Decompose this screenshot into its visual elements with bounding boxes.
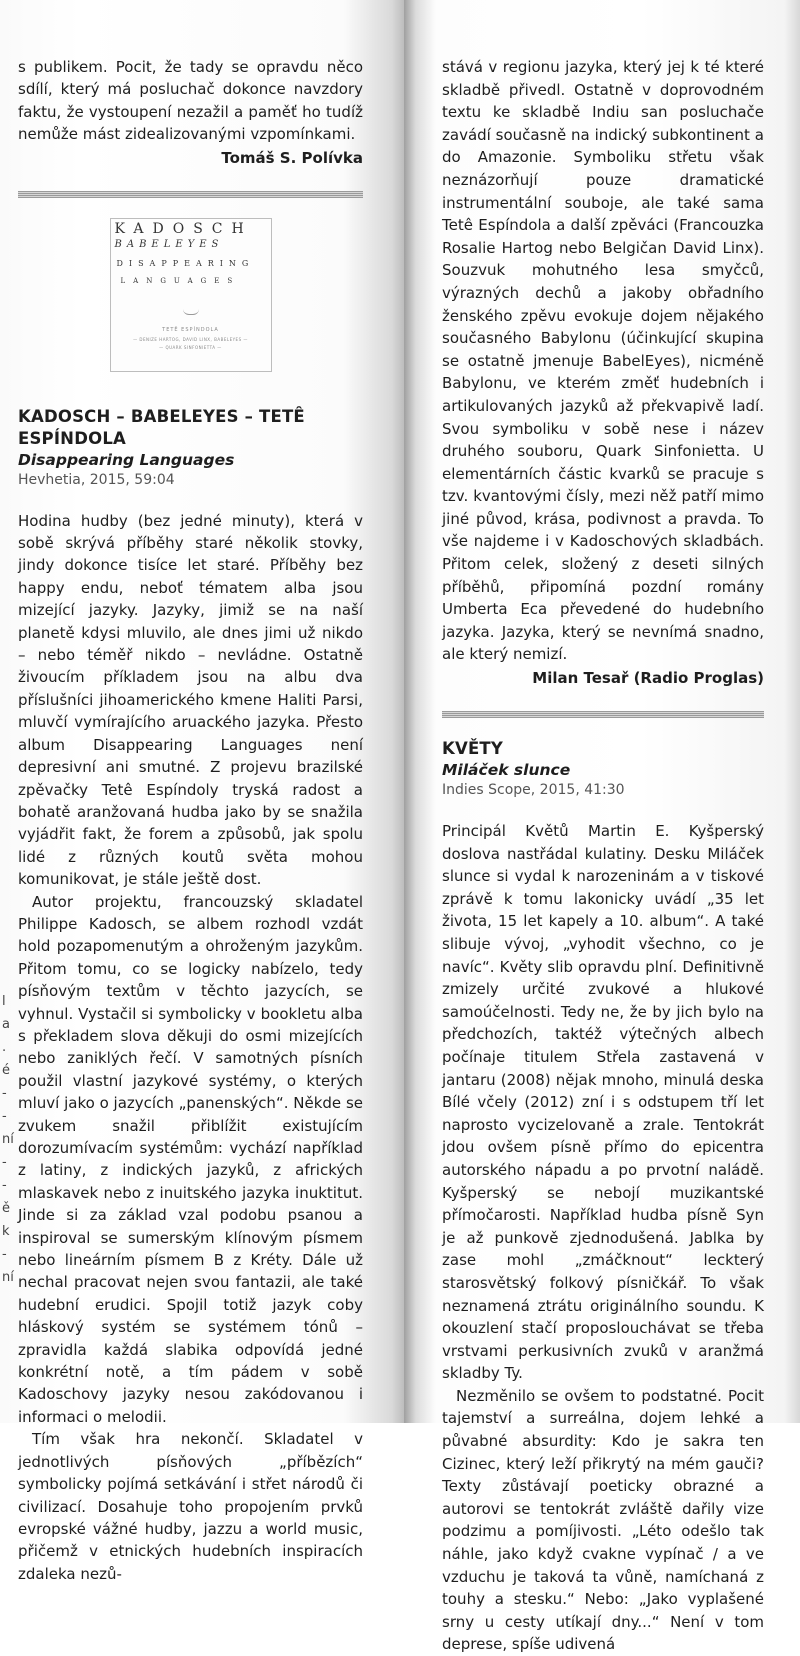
album-cover-image [110, 218, 272, 372]
cover-title-line: DISAPPEARING [116, 258, 255, 268]
review-label-info: Indies Scope, 2015, 41:30 [442, 782, 625, 799]
edge-fragment: ní [2, 1132, 14, 1147]
bird-icon [183, 309, 199, 315]
section-divider [442, 711, 764, 718]
edge-fragment: - [2, 1247, 7, 1262]
right-column [442, 56, 764, 1656]
review-paragraph: Autor projektu, francouzský skladatel Philippe Kadosch, se albem rozhodl vzdát hold pozapomenutým a ohroženým jazykům. Přitom tomu, co se logicky nabízelo, tedy písňovým textům v těchto jazycích, se vyhnul. Vystačil si symbolicky v bookletu alba s překladem slova děkuji do osmi mizejících nebo zaniklých řečí. V samotných písních použil vlastní jazykové systémy, o kterých mluví jako o jazycích „panenských“. Někde se zvukem snažil přiblížit existujícím dorozumívacím systémům: vychází například z latiny, z indických jazyků, z afrických mlaskavek nebo z inuitského jazyka inuktitut. Jinde si za základ vzal podobu psanou a inspiroval se sumerským klínovým písmem nebo lineárním písmem B z Kréty. Dále už nechal pracovat nejen svou fantazii, ale také hudební erudici. Spojil totiž jazyk coby hláskový systém se systémem tónů – zpravidla každá slabika odpovídá jedné konkrétní notě, a tím pádem v sobě Kadoschovy jazyky nesou zakódovanou i informaci o melodii. [18, 892, 363, 1426]
continuation-signature: Milan Tesař (Radio Proglas) [532, 669, 764, 688]
review-artist: KADOSCH – BABELEYES – TETÊ ESPÍNDOLA [18, 406, 305, 448]
review-paragraph: Hodina hudby (bez jedné minuty), která v sobě skrývá příběhy staré několik stovky, jindy dokonce tisíce let staré. Příběhy bez happy endu, neboť tématem alba jsou mizející jazyky. Jazyky, jimiž se na naší planetě kdysi mluvilo, ale dnes jimi už nikdo – nebo téměř nikdo – nevládne. Ostatně živoucím příkladem jsou na albu dva příslušníci jihoamerického kmene Haliti Parsi, mluvčí vymírajícího aruackého jazyka. Přesto album Disappearing Languages není depresivní ani smutné. Z projevu brazilské zpěvačky Tetê Espíndoly tryská radost a bohatě aranžovaná hudba jako by se snažila vyjádřit fakt, že forem a způsobů, jak spolu lidé z různých koutů světa mohou komunikovat, je stále ještě dost. [18, 511, 363, 889]
edge-fragment: - [2, 1178, 7, 1193]
review-label-info: Hevhetia, 2015, 59:04 [18, 471, 175, 488]
edge-fragment: - [2, 1155, 7, 1170]
cover-title-line: KADOSCH [114, 220, 253, 237]
edge-fragment: - [2, 1109, 7, 1124]
edge-fragment: ní [2, 1270, 14, 1285]
intro-paragraph: s publikem. Pocit, že tady se opravdu něco sdílí, který má posluchač dokonce navzdory faktu, že vystoupení nezažil a paměť ho tudíž nemůže mást zidealizovanými vzpomínkami. [18, 58, 363, 144]
review-album-title: Miláček slunce [442, 761, 571, 780]
section-divider [18, 191, 363, 198]
cover-title-line: BABELEYES [114, 238, 224, 250]
review-paragraph: Tím však hra nekončí. Skladatel v jednotlivých písňových „příbězích“ symbolicky pojímá setkávání i střet národů či civilizací. Dosahuje toho propojením prvků evropské vážné hudby, jazzu a world music, přičemž v etnických hudebních inspiracích zdaleka nezů- [18, 1430, 363, 1583]
edge-fragment: l [2, 994, 6, 1009]
cover-small-text: — DENIZE HARTOG, DAVID LINX, BABELEYES — [133, 336, 248, 342]
previous-page-edge-fragments [2, 990, 14, 1289]
edge-fragment: k [2, 1224, 10, 1239]
edge-fragment: . [2, 1040, 7, 1055]
review-paragraph: Principál Květů Martin E. Kyšperský doslova nastřádal kulatiny. Desku Miláček slunce si vydal k narozeninám a v tiskové zprávě k tomu lakonicky uvádí „35 let života, 15 let kapely a 10. album“. A také slibuje vývoj, „vyhodit všechno, co je navíc“. Květy slib opravdu plní. Definitivně zmizely určité zvukové a hlukové samoúčelnosti. Tedy ne, že by jich bylo na předchozích, taktéž výtečných albech počínaje titulem Střela zastavená v jantaru (2008) nějak mnoho, minulá deska Bílé včely (2012) zní i s odstupem tří let naprosto vycizelovaně a zrale. Tentokrát jdou ovšem písně přímo do epicentra autorského nápadu a po prvotní naládě. Kyšperský se nebojí muzikantské přímočarosti. Například hudba písně Syn je až punkově zjednodušená. Jablka by zase mohl „zmáčknout“ leckterý starosvětský folkový písničkář. To však neznamená ztrátu originálního soundu. K okouzlení stačí proposlouchávat se třeba vrstvami perkusivních zvuků v aranžmá skladby Ty. [442, 822, 764, 1383]
cover-small-text: TETÊ ESPÍNDOLA [162, 326, 219, 333]
review-artist: KVĚTY [442, 739, 504, 759]
intro-signature: Tomáš S. Polívka [221, 148, 363, 167]
left-column [18, 56, 363, 1585]
album-cover-container [18, 218, 363, 372]
edge-fragment: a [2, 1017, 10, 1032]
edge-fragment: ě [2, 1201, 10, 1216]
edge-fragment: é [2, 1063, 10, 1078]
edge-fragment: - [2, 1086, 7, 1101]
review-album-title: Disappearing Languages [18, 450, 235, 469]
continuation-paragraph: stává v regionu jazyka, který jej k té které skladbě přivedl. Ostatně v doprovodném textu ke skladbě Indiu san posluchače zavádí současně na indický subkontinent a do Amazonie. Symboliku střetu však neznázorňují pouze dramatické instrumentální souboje, ale také sama Tetê Espíndola a další zpěváci (Francouzka Rosalie Hartog nebo Belgičan David Linx). Souzvuk mohutného lesa smyčců, výrazných dechů a jakoby obřadního ženského zpěvu evokuje dojem nějakého současného Babylonu (účinkující skupina se ostatně jmenuje BabelEyes), nicméně Babylonu, ve kterém změť hudebních i artikulovaných jazyků až překvapivě ladí. Svou symboliku v sobě nese i název druhého souboru, Quark Sinfonietta. U elementárních částic kvarků se pracuje s tzv. kvantovými čísly, mezi něž patří mimo jiné původ, krása, podivnost a pravda. To vše najdeme i v Kadoschových skladbách. Přitom celek, složený z deseti silných příběhů, připomíná pozdní romány Umberta Eca převedené do hudebního jazyka. Jazyka, který se nevnímá snadno, ale který nemizí. [442, 58, 764, 664]
review-paragraph: Nezměnilo se ovšem to podstatné. Pocit tajemství a surreálna, dojem lehké a půvabné absurdity: Kdo je sakra ten Cizinec, který leží přikrytý na mém gauči? Texty zůstávají poeticky obrazné a autorovi se tentokrát zvláště dařily vize podzimu a pomíjivosti. „Léto odešlo tak náhle, jako když cvakne vypínač / a ve vzduchu je taková ta vůně, namíchaná z touhy a stesku.“ Nebo: „Jako vyplašené srny u cesty utíkají dny...“ Není v tom deprese, spíše udivená [442, 1386, 764, 1654]
cover-title-line: LANGUAGES [120, 276, 241, 285]
cover-small-text: — QUARK SINFONIETTA — [159, 344, 222, 350]
